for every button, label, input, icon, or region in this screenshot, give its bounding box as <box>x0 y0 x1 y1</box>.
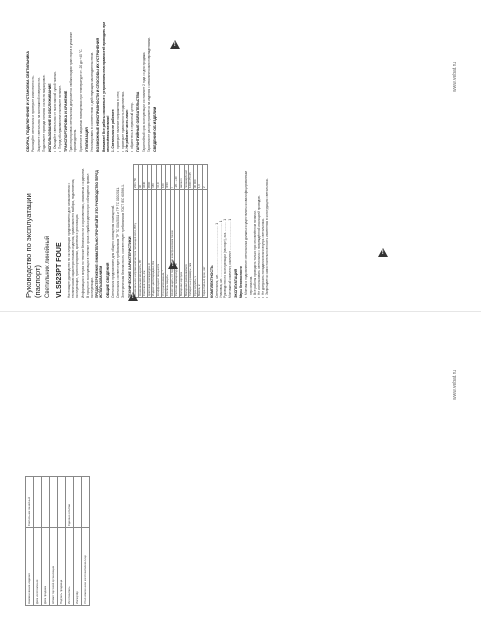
info-label: Уполномоченное изготовителем лицо <box>82 528 90 606</box>
safety-item: • Не допускать попадания влаги внутрь светильника. <box>261 162 265 298</box>
kit-item: Светильник, шт. ……………………………………… 1 <box>214 223 219 298</box>
warranty-paragraph: Гарантия не распространяется на изделия с механическими повреждениями. <box>146 37 151 152</box>
spec-value: 6500 <box>147 165 152 190</box>
spec-value: 3240 <box>143 165 148 190</box>
spec-value: 1,0 <box>198 165 203 190</box>
intro-paragraph: В процессе эксплуатации в течение срока службы изделия при соблюдении правил эксплуатации. <box>85 173 95 298</box>
spec-label: Масса, кг <box>198 190 203 298</box>
spec-label: Коэффициент мощности <box>157 190 162 298</box>
spec-label: Материал корпуса <box>179 190 184 298</box>
info-label: Изготовитель <box>66 528 74 606</box>
disposal-heading: УТИЛИЗАЦИЯ <box>84 127 89 152</box>
spec-value: 2 <box>202 165 207 190</box>
info-row <box>58 477 66 606</box>
service-item: • Перед обслуживанием отключите питание. <box>58 16 62 152</box>
info-label: Импортёр <box>74 528 82 606</box>
product-info-heading: СВЕДЕНИЯ ОБ ИЗДЕЛИИ <box>153 106 158 152</box>
info-value <box>42 477 50 528</box>
info-row <box>82 477 90 606</box>
right-column <box>24 16 159 152</box>
info-value <box>34 477 42 528</box>
spec-value: 120 <box>161 165 166 190</box>
install-paragraph: Подключите провода питания согласно маркировке. <box>41 74 46 152</box>
info-value: Сделано в Китае <box>66 477 74 528</box>
model-number: VLS523PT FOUE <box>56 242 63 298</box>
service-item: • Очищайте светильник от пыли мягкой сухой тканью. <box>53 16 57 152</box>
spec-label: Номинальное напряжение/частота питающей сети, В/Гц <box>134 190 139 298</box>
info-value <box>50 477 58 528</box>
info-value <box>82 477 90 528</box>
install-paragraph: Распакуйте светильник и проверьте комплектность. <box>31 75 36 152</box>
info-row <box>26 477 34 606</box>
spec-value: >80 <box>152 165 157 190</box>
spec-label: Срок службы, ч <box>193 190 198 298</box>
safety-heading: Меры безопасности <box>239 266 244 298</box>
spec-heading: ТЕХНИЧЕСКИЕ ХАРАКТЕРИСТИКИ <box>127 236 132 298</box>
manual-sheet-bottom <box>24 324 456 606</box>
info-label: Подпись продавца <box>58 528 66 606</box>
fault-item: • обратитесь в сервисный центр. <box>130 16 134 152</box>
intro-paragraph: Настоящее руководство по эксплуатации предназначено для ознакомления с техническими характеристиками изделия, правилами его выбора, подключения, эксплуатации, транспортировки, хранения и утилизации. <box>67 178 80 298</box>
safety-item: • Запрещается самостоятельно вносить изменения в конструкцию светильника. <box>265 162 269 298</box>
website-label: www.vebat.ru <box>452 369 458 400</box>
spec-value: -20…+40 <box>175 165 180 190</box>
kit-item: Монтажный комплект, комплект ……………………… 1 <box>227 218 232 298</box>
transport-paragraph: Транспортировка светильника допускается любым видом транспорта в упаковке производителя. <box>69 32 78 152</box>
general-paragraph: Электрическая безопасность соответствует требованиям ГОСТ IEC 60598-1. <box>121 184 126 298</box>
spec-label: Гарантийный срок, лет <box>202 190 207 298</box>
info-label: Дата изготовления <box>34 528 42 606</box>
info-label: Штамп торговой организации <box>50 528 58 606</box>
left-column <box>24 162 270 298</box>
spec-label: Степень защиты <box>166 190 171 298</box>
disposal-paragraph: Утилизировать в соответствии с действующим законодательством. <box>90 52 95 152</box>
general-paragraph: Светильник соответствует требованиям ТР ТС 004/2011 и ТР ТС 020/2011. <box>116 187 121 298</box>
spec-label: Номинальная мощность, Вт <box>138 190 143 298</box>
transport-paragraph: Хранение в закрытых помещениях при температуре от -20 до +40 °C. <box>78 48 83 152</box>
operation-heading: ЭКСПЛУАТАЦИЯ <box>233 268 238 298</box>
warning-heading: ПРЕДОСТЕРЕЖЕНИЕ: ВНИМАТЕЛЬНО ПРОЧИТАЙТЕ ЭТО РУКОВОДСТВО ПЕРЕД ИСПОЛЬЗОВАНИЕМ <box>95 170 104 298</box>
document-title: Руководство по эксплуатации (паспорт) <box>24 193 42 298</box>
spec-label: Материал рассеивателя <box>184 190 189 298</box>
spec-value: поликарбонат <box>184 165 189 190</box>
spec-label: Угол рассеивания, ° <box>161 190 166 298</box>
spec-value: IP20 <box>166 165 171 190</box>
install-heading: СБОРКА, ПОДКЛЮЧЕНИЕ И УСТАНОВКА СВЕТИЛЬНИКА <box>26 50 30 152</box>
safety-item: • Монтаж и подключение светильника должны осуществляться квалифицированным персоналом. <box>244 162 252 298</box>
fold-line <box>0 311 481 312</box>
info-row <box>42 477 50 606</box>
info-value: Светильник линейный <box>26 477 34 528</box>
spec-label: Класс защиты от поражения электрическим током <box>170 190 175 298</box>
spec-label: Индекс цветопередачи, Ra <box>152 190 157 298</box>
warranty-heading: ГАРАНТИЙНЫЕ ОБЯЗАТЕЛЬСТВА <box>136 91 141 152</box>
service-heading: ИСПОЛЬЗОВАНИЕ И ОБСЛУЖИВАНИЕ <box>48 83 53 152</box>
manual-sheet-top <box>24 16 456 298</box>
safety-item: • Не использовать светильник с повреждённой изоляцией проводов. <box>257 162 261 298</box>
info-row <box>74 477 82 606</box>
spec-table <box>133 164 208 298</box>
warning-triangle-icon <box>170 40 180 49</box>
spec-value: 30 000 <box>193 165 198 190</box>
warning-triangle-icon <box>168 260 178 269</box>
kit-item: Руководство по эксплуатации (паспорт), экз. ……… 1 <box>223 218 228 298</box>
fault-title: 1. Светильник не работает: <box>111 108 116 152</box>
spec-label: Рабочая температура, °C <box>175 190 180 298</box>
info-label: Дата продажи <box>42 528 50 606</box>
kit-heading: КОМПЛЕКТНОСТЬ <box>209 265 214 298</box>
warning-triangle-icon <box>128 292 138 301</box>
spec-label: Световой поток, лм <box>143 190 148 298</box>
transport-heading: ТРАНСПОРТИРОВКА И ХРАНЕНИЕ <box>63 90 68 152</box>
faults-heading: ВОЗМОЖНЫЕ НЕИСПРАВНОСТИ И СПОСОБЫ ИХ УСТРАНЕНИЯ <box>96 37 101 152</box>
product-info-table <box>25 476 90 606</box>
spec-label: Цветовая температура, К <box>147 190 152 298</box>
warning-triangle-icon <box>378 248 388 257</box>
spec-value: I <box>170 165 175 190</box>
spec-value: 230 / 50 <box>134 165 139 190</box>
spec-value: 1200×75×25 <box>189 165 194 190</box>
spec-value: >0,9 <box>157 165 162 190</box>
info-row <box>66 477 74 606</box>
faults-note: Внимание! Все работы связанные с устранением неисправностей проводить при отключённом питании! <box>101 21 111 152</box>
install-paragraph: Закрепите светильник на монтажной поверхности. <box>36 77 41 152</box>
info-row <box>34 477 42 606</box>
info-row <box>50 477 58 606</box>
form-column <box>24 470 92 606</box>
spec-row <box>202 165 207 298</box>
spec-value: металл <box>179 165 184 190</box>
info-value <box>58 477 66 528</box>
general-paragraph: Светильник предназначен для общего освещения помещений. <box>111 204 116 298</box>
warranty-paragraph: Гарантийный срок эксплуатации составляет 2 года со дня продажи. <box>141 51 146 152</box>
kit-item: Упаковка, шт. …………………………………………… 1 <box>219 220 224 298</box>
fault-title: 2. Не работает часть ламп: <box>124 109 129 152</box>
fault-item: • проверьте правильность подключения. <box>121 16 125 152</box>
general-heading: ОБЩИЕ СВЕДЕНИЯ <box>105 262 110 298</box>
info-value <box>74 477 82 528</box>
document-subtitle: Светильник линейный <box>45 235 51 298</box>
intro-paragraph: Информация о мерах по технике безопасности и ограничениях, связанных с изделием. <box>80 168 85 298</box>
spec-label: Габаритные размеры, мм <box>189 190 194 298</box>
safety-item: • Все работы проводить только при отключённом питании. <box>253 162 257 298</box>
website-label: www.vebat.ru <box>452 61 458 92</box>
info-label: Наименование изделия <box>26 528 34 606</box>
spec-value: 36 <box>138 165 143 190</box>
fault-item: • проверьте наличие напряжения в сети; <box>116 16 120 152</box>
